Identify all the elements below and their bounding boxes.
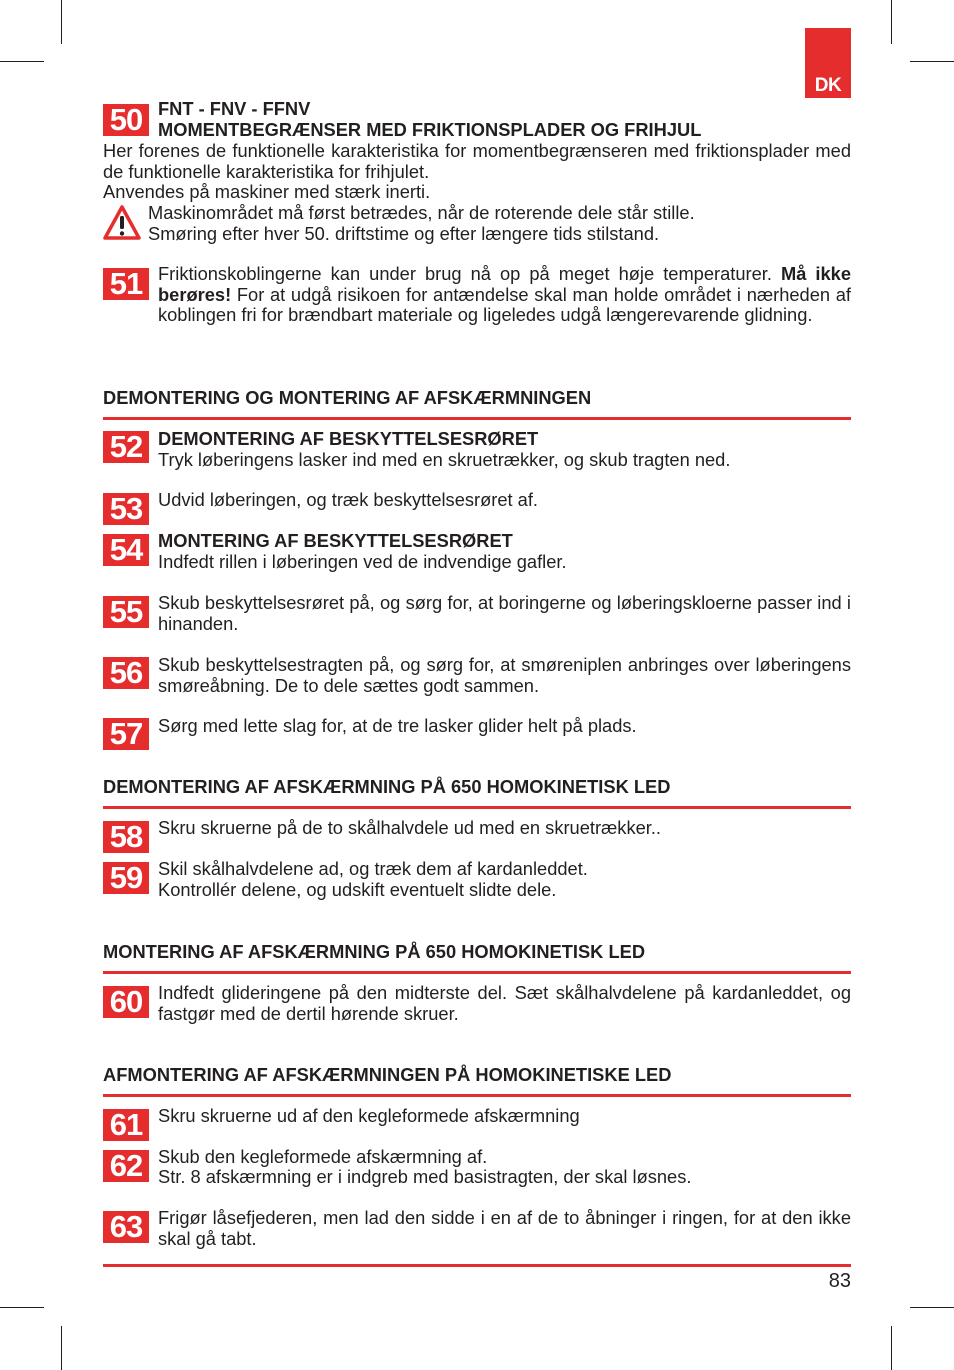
step-number-62: 62 [103,1150,149,1182]
paragraph: Friktionskoblingerne kan under brug nå op på meget høje temperaturer. Må ikke berøres! For at udgå risikoen for antændelse skal man holde området i nærheden af koblingen fri for brændbart materiale og ligeledes udgå længerevarende glidning. [158,263,851,326]
paragraph: Anvendes på maskiner med stærk inerti. [103,181,431,202]
step-number-59: 59 [103,862,149,894]
footer-divider [103,1264,851,1267]
step-number-52: 52 [103,431,149,463]
step-number-54: 54 [103,534,149,566]
crop-mark [891,1326,892,1370]
step-text: Skub den kegleformede afskærmning af. [158,1146,488,1167]
section-subtitle: MOMENTBEGRÆNSER MED FRIKTIONSPLADER OG FRIHJUL [158,119,702,140]
section-heading: AFMONTERING AF AFSKÆRMNINGEN PÅ HOMOKINETISKE LED [103,1064,851,1097]
section-heading: MONTERING AF AFSKÆRMNING PÅ 650 HOMOKINETISK LED [103,941,851,974]
step-number-61: 61 [103,1109,149,1141]
crop-mark [910,61,954,62]
step-text: Kontrollér delene, og udskift eventuelt slidte dele. [158,879,557,900]
subsection-title: DEMONTERING AF BESKYTTELSESRØRET [158,428,539,449]
warning-text: Maskinområdet må først betrædes, når de roterende dele står stille. [148,202,695,223]
crop-mark [61,0,62,44]
step-number-53: 53 [103,493,149,525]
step-text: Udvid løberingen, og træk beskyttelsesrøret af. [158,489,538,510]
crop-mark [0,1307,44,1308]
warning-text: Smøring efter hver 50. driftstime og efter længere tids stilstand. [148,223,660,244]
crop-mark [0,61,44,62]
step-text: Skub beskyttelsesrøret på, og sørg for, at boringerne og løberingskloerne passer ind i hinanden. [158,592,851,634]
step-text: Skru skruerne ud af den kegleformede afskærmning [158,1105,580,1126]
crop-mark [910,1307,954,1308]
step-number-58: 58 [103,821,149,853]
section-title: FNT - FNV - FFNV [158,98,311,119]
step-text: Frigør låsefjederen, men lad den sidde i en af de to åbninger i ringen, for at den ikke skal gå tabt. [158,1207,851,1249]
warning-icon [103,205,141,241]
crop-mark [61,1326,62,1370]
step-text: Indfedt glideringene på den midterste del. Sæt skålhalvdelene på kardanleddet, og fastgør med de dertil hørende skruer. [158,982,851,1024]
step-number-57: 57 [103,718,149,750]
step-number-56: 56 [103,657,149,689]
step-number-55: 55 [103,596,149,628]
language-tab: DK [805,28,851,98]
step-text: Indfedt rillen i løberingen ved de indvendige gafler. [158,551,567,572]
step-text: Sørg med lette slag for, at de tre lasker glider helt på plads. [158,715,637,736]
crop-mark [891,0,892,44]
step-number-63: 63 [103,1211,149,1243]
section-heading: DEMONTERING OG MONTERING AF AFSKÆRMNINGEN [103,387,851,420]
step-text: Tryk løberingens lasker ind med en skruetrækker, og skub tragten ned. [158,449,731,470]
step-text: Skub beskyttelsestragten på, og sørg for, at smøreniplen anbringes over løberingens smøreåbning. De to dele sættes godt sammen. [158,654,851,696]
page-number: 83 [828,1270,851,1292]
step-text: Skil skålhalvdelene ad, og træk dem af kardanleddet. [158,858,588,879]
subsection-title: MONTERING AF BESKYTTELSESRØRET [158,530,513,551]
section-heading: DEMONTERING AF AFSKÆRMNING PÅ 650 HOMOKINETISK LED [103,776,851,809]
step-text: Str. 8 afskærmning er i indgreb med basistragten, der skal løsnes. [158,1166,692,1187]
step-number-60: 60 [103,986,149,1018]
paragraph: Her forenes de funktionelle karakteristika for momentbegrænseren med friktionsplader med de funktionelle karakteristika for frihjulet. [103,140,851,182]
step-number-51: 51 [103,268,149,300]
step-text: Skru skruerne på de to skålhalvdele ud med en skruetrækker.. [158,817,661,838]
step-number-50: 50 [103,104,149,136]
